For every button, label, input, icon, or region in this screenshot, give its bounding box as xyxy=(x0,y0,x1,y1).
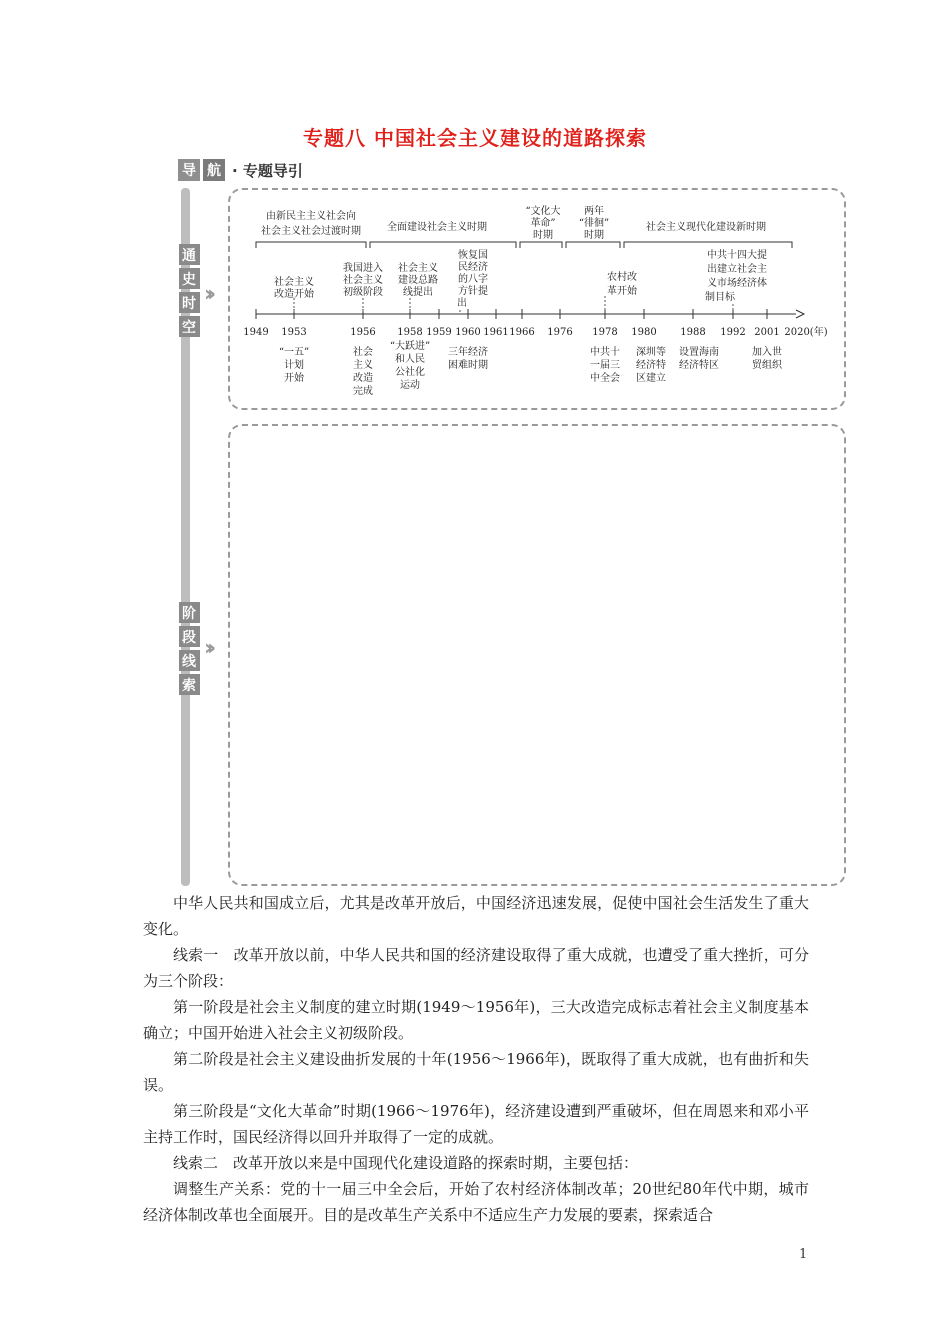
event-label: 开始 xyxy=(284,373,304,384)
year-label: 1992 xyxy=(720,327,746,338)
year-label: 1976 xyxy=(547,327,573,338)
events-above xyxy=(274,248,767,309)
event-label: 困难时期 xyxy=(448,360,488,371)
stage-clues-panel xyxy=(228,424,846,886)
event-label: 农村改 xyxy=(607,272,637,283)
nav-label: · 专题导引 xyxy=(232,161,303,180)
year-label: 2001 xyxy=(754,327,780,338)
year-label: 1959 xyxy=(426,327,452,338)
page-title: 专题八 中国社会主义建设的道路探索 xyxy=(303,126,647,150)
event-label: 完成 xyxy=(353,386,373,397)
event-label: 的八字 xyxy=(458,274,488,285)
year-label: 1966 xyxy=(509,327,535,338)
event-label: 三年经济 xyxy=(448,347,488,358)
year-label: 1956 xyxy=(350,327,376,338)
event-label: 中共十四大提 xyxy=(707,250,767,261)
clues-side-label xyxy=(178,602,200,698)
event-label: 一届三 xyxy=(590,360,620,371)
period-label: 两年 xyxy=(584,206,604,217)
event-label: 设置海南 xyxy=(679,347,719,358)
side-char: 段 xyxy=(179,626,200,647)
nav-badge-1: 导 xyxy=(178,159,200,181)
event-label: 初级阶段 xyxy=(343,287,383,298)
event-label: 中共十 xyxy=(590,347,620,358)
event-label: 建设总路 xyxy=(398,275,438,286)
double-chevron-right-icon: ›› xyxy=(204,636,211,661)
event-label: 经济特区 xyxy=(679,360,719,371)
event-label: 出 xyxy=(457,298,467,309)
paragraph: 中华人民共和国成立后，尤其是改革开放后，中国经济迅速发展，促使中国社会生活发生了重大变化。 xyxy=(143,894,809,938)
event-label: 社会主义 xyxy=(274,277,314,288)
event-label: 运动 xyxy=(400,380,420,391)
event-label: 改造开始 xyxy=(274,289,314,300)
event-label: “一五” xyxy=(278,347,310,358)
side-char: 通 xyxy=(179,244,200,265)
paragraph: 第三阶段是“文化大革命”时期(1966～1976年)，经济建设遭到严重破坏，但在周恩来和邓小平主持工作时，国民经济得以回升并取得了一定的成就。 xyxy=(143,1102,809,1146)
event-label: 改造 xyxy=(353,373,373,384)
event-label: 中全会 xyxy=(590,373,620,384)
period-label: 社会主义现代化建设新时期 xyxy=(646,222,766,233)
body-text xyxy=(143,890,809,1228)
double-chevron-right-icon: ›› xyxy=(204,282,211,307)
side-char: 索 xyxy=(179,674,200,695)
page-number: 1 xyxy=(799,1247,808,1262)
side-char: 时 xyxy=(179,292,200,313)
event-label: 公社化 xyxy=(395,367,425,378)
event-label: 深圳等 xyxy=(636,347,666,358)
side-char: 线 xyxy=(179,650,200,671)
side-char: 史 xyxy=(179,268,200,289)
event-label: 社会主义 xyxy=(398,263,438,274)
period-label: 时期 xyxy=(584,230,604,241)
event-label: 制目标 xyxy=(705,292,735,303)
period-label: “徘徊” xyxy=(578,218,610,229)
period-label: 社会主义社会过渡时期 xyxy=(261,226,361,237)
paragraph: 线索一 改革开放以前，中华人民共和国的经济建设取得了重大成就，也遭受了重大挫折，可分为三个阶段： xyxy=(143,946,809,990)
event-label: 我国进入 xyxy=(343,263,383,274)
event-label: 社会主义 xyxy=(343,275,383,286)
period-label: 革命” xyxy=(530,218,556,229)
side-char: 阶 xyxy=(179,602,200,623)
period-label: 由新民主主义社会向 xyxy=(266,211,356,222)
year-label: 1958 xyxy=(397,327,423,338)
period-label: 全面建设社会主义时期 xyxy=(387,222,487,233)
year-label: 1953 xyxy=(281,327,307,338)
event-label: 经济特 xyxy=(636,360,666,371)
year-label: 1988 xyxy=(680,327,706,338)
paragraph: 调整生产关系：党的十一届三中全会后，开始了农村经济体制改革；20世纪80年代中期，城市经济体制改革也全面展开。目的是改革生产关系中不适应生产力发展的要素，探索适合 xyxy=(143,1180,809,1224)
year-label: 1961 xyxy=(483,327,509,338)
paragraph: 线索二 改革开放以来是中国现代化建设道路的探索时期，主要包括： xyxy=(173,1154,639,1172)
event-label: 恢复国 xyxy=(458,250,488,261)
event-label: 方针提 xyxy=(458,286,488,297)
event-label: 义市场经济体 xyxy=(707,278,767,289)
year-label: 1978 xyxy=(592,327,618,338)
event-label: 革开始 xyxy=(607,286,637,297)
year-label: 1960 xyxy=(455,327,481,338)
period-label: 时期 xyxy=(533,230,553,241)
year-label: 1980 xyxy=(631,327,657,338)
year-label: 2020(年) xyxy=(784,327,828,338)
event-label: 线提出 xyxy=(403,287,433,298)
event-label: 主义 xyxy=(353,360,373,371)
year-label: 1949 xyxy=(243,327,269,338)
event-label: 贸组织 xyxy=(752,360,782,371)
period-label: “文化大 xyxy=(525,206,561,217)
side-char: 空 xyxy=(179,316,200,337)
nav-badge-2: 航 xyxy=(203,159,225,181)
event-label: 民经济 xyxy=(458,262,488,273)
axis-arrow-icon xyxy=(796,310,804,318)
event-label: 和人民 xyxy=(395,354,425,365)
event-label: “大跃进” xyxy=(389,341,431,352)
event-label: 加入世 xyxy=(752,347,782,358)
events-below xyxy=(279,339,783,397)
event-label: 区建立 xyxy=(636,373,666,384)
timeline-diagram xyxy=(0,0,950,420)
paragraph: 第一阶段是社会主义制度的建立时期(1949～1956年)，三大改造完成标志着社会主义制度基本确立；中国开始进入社会主义初级阶段。 xyxy=(143,998,809,1042)
event-label: 计划 xyxy=(284,360,304,371)
event-label: 出建立社会主 xyxy=(707,264,767,275)
event-label: 社会 xyxy=(353,347,373,358)
paragraph: 第二阶段是社会主义建设曲折发展的十年(1956～1966年)，既取得了重大成就，也有曲折和失误。 xyxy=(143,1050,809,1094)
